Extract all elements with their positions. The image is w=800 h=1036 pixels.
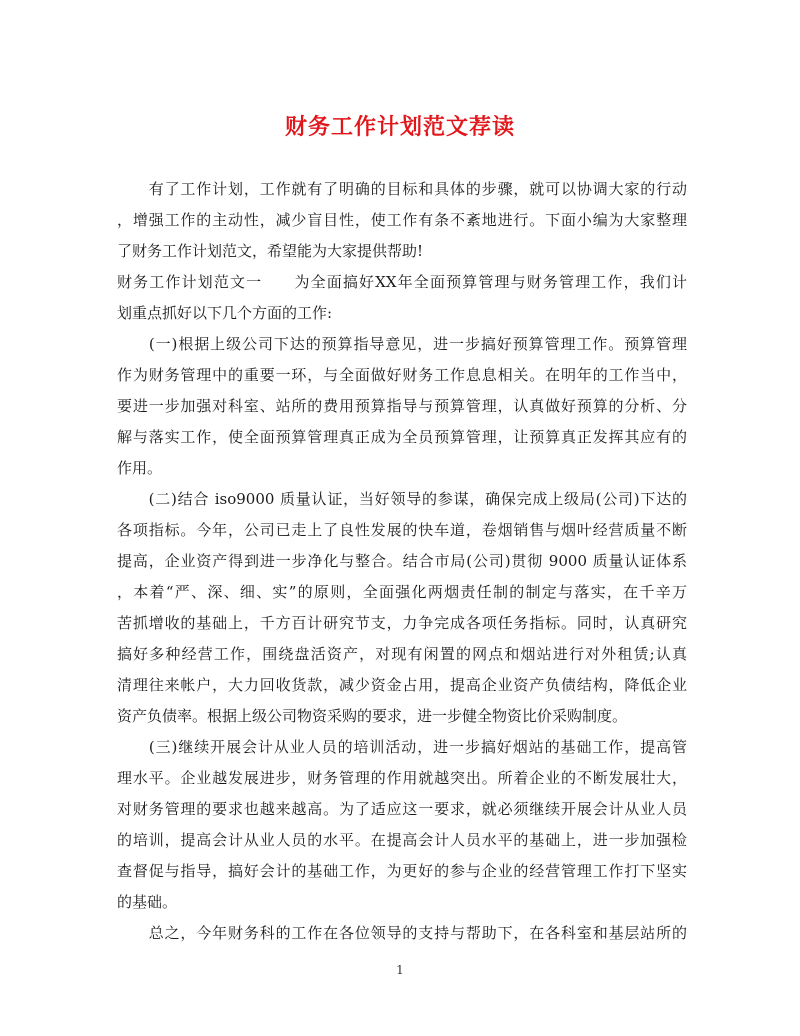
text-line: 理水平。企业越发展进步，财务管理的作用就越突出。所着企业的不断发展壮大， (117, 769, 687, 787)
text-line: 了财务工作计划范文，希望能为大家提供帮助! (117, 242, 424, 260)
document-title: 财务工作计划范文荐读 (284, 114, 515, 140)
text-line: 对财务管理的要求也越来越高。为了适应这一要求，就必须继续开展会计从业人员 (117, 800, 687, 818)
text-line: 财务工作计划范文一 为全面搞好XX年全面预算管理与财务管理工作，我们计 (117, 273, 687, 291)
text-line: 提高，企业资产得到进一步净化与整合。结合市局(公司)贯彻 9000 质量认证体系 (117, 552, 687, 570)
text-line: ，本着“严、深、细、实”的原则，全面强化两烟责任制的制定与落实，在千辛万 (117, 583, 687, 601)
text-line: 总之，今年财务科的工作在各位领导的支持与帮助下，在各科室和基层站所的 (117, 924, 687, 942)
text-line: 清理往来帐户，大力回收货款，减少资金占用，提高企业资产负债结构，降低企业 (117, 676, 687, 694)
text-line: (一)根据上级公司下达的预算指导意见，进一步搞好预算管理工作。预算管理 (117, 335, 687, 353)
text-line: 搞好多种经营工作，围绕盘活资产，对现有闲置的网点和烟站进行对外租赁;认真 (117, 645, 687, 663)
text-line: 苦抓增收的基础上，千方百计研究节支，力争完成各项任务指标。同时，认真研究 (117, 614, 687, 632)
text-line: 作用。 (117, 459, 163, 477)
text-line: (三)继续开展会计从业人员的培训活动，进一步搞好烟站的基础工作，提高管 (117, 738, 687, 756)
text-line: 的培训，提高会计从业人员的水平。在提高会计人员水平的基础上，进一步加强检 (117, 831, 687, 849)
text-line: 解与落实工作，使全面预算管理真正成为全员预算管理，让预算真正发挥其应有的 (117, 428, 687, 446)
text-line: (二)结合 iso9000 质量认证，当好领导的参谋，确保完成上级局(公司)下达的 (117, 490, 687, 508)
text-line: 资产负债率。根据上级公司物资采购的要求，进一步健全物资比价采购制度。 (117, 707, 628, 725)
text-line: 有了工作计划，工作就有了明确的目标和具体的步骤，就可以协调大家的行动 (117, 180, 687, 198)
text-line: 各项指标。今年，公司已走上了良性发展的快车道，卷烟销售与烟叶经营质量不断 (117, 521, 687, 539)
text-line: 要进一步加强对科室、站所的费用预算指导与预算管理，认真做好预算的分析、分 (117, 397, 687, 415)
page-number: 1 (396, 963, 404, 977)
text-line: 查督促与指导，搞好会计的基础工作，为更好的参与企业的经营管理工作打下坚实 (117, 862, 687, 880)
text-line: ，增强工作的主动性，减少盲目性，使工作有条不紊地进行。下面小编为大家整理 (117, 211, 687, 229)
text-line: 的基础。 (117, 893, 178, 911)
text-line: 作为财务管理中的重要一环，与全面做好财务工作息息相关。在明年的工作当中， (117, 366, 687, 384)
text-line: 划重点抓好以下几个方面的工作: (117, 304, 333, 322)
